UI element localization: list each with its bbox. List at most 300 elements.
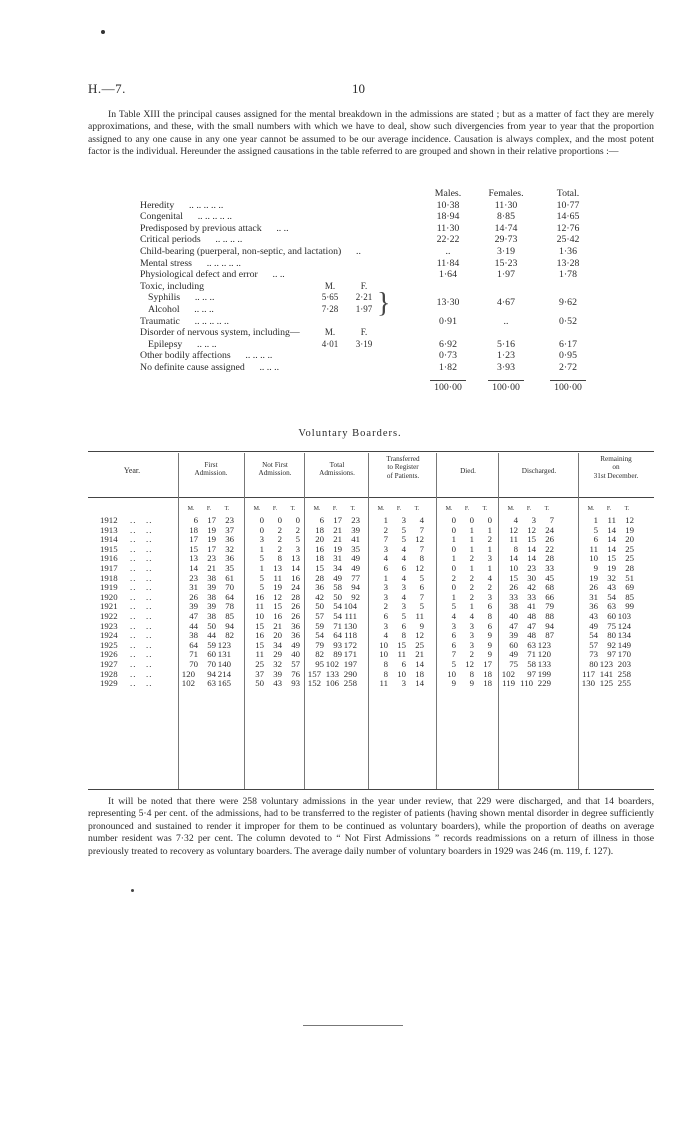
value-cell: 88	[545, 611, 554, 621]
value-cell: 10	[447, 668, 456, 679]
value-cell: 17	[207, 515, 216, 525]
value-cell: 64	[333, 630, 342, 641]
value-cell: 11	[607, 515, 616, 525]
value-cell: 43	[273, 678, 282, 689]
cause-row-toxic	[140, 281, 580, 293]
males-value: 0·73	[439, 350, 457, 362]
value-cell: 36	[291, 630, 300, 641]
value-cell: 214	[217, 668, 231, 679]
value-cell: 45	[545, 572, 554, 583]
leader-dots: .. ..	[130, 630, 153, 641]
value-cell: 54	[333, 611, 342, 621]
value-cell: 36	[225, 534, 234, 545]
sum-rules	[140, 374, 580, 382]
value-cell: 12	[465, 659, 474, 669]
value-cell: 10	[379, 649, 388, 660]
value-cell: 35	[225, 563, 234, 573]
value-cell: 123	[537, 639, 551, 650]
value-cell: 3	[401, 515, 406, 525]
value-cell: 26	[509, 582, 518, 593]
value-cell: 1	[593, 515, 598, 525]
value-cell: 5	[259, 553, 264, 564]
value-cell: 23	[351, 515, 360, 525]
leader-dots: .. ..	[130, 601, 153, 612]
leader-dots: .. ..	[130, 572, 153, 583]
value-cell: 54	[315, 630, 324, 641]
value-cell: 34	[273, 639, 282, 650]
value-cell: 2	[277, 524, 282, 535]
value-cell: 15	[509, 572, 518, 583]
value-cell: 12	[273, 591, 282, 602]
value-cell: 15	[527, 534, 536, 545]
value-cell: 2	[383, 524, 388, 535]
value-cell: 170	[617, 649, 631, 660]
group-header-line: Total	[329, 461, 345, 469]
value-cell: 12	[415, 630, 424, 641]
value-cell: 197	[343, 659, 357, 669]
value-cell: 24	[545, 524, 554, 535]
leader-dots: .. ..	[130, 639, 153, 650]
sub-header: F.	[206, 506, 212, 512]
value-cell: 44	[207, 630, 216, 641]
value-cell: 10	[589, 553, 598, 564]
causes-table	[140, 188, 580, 393]
value-cell: 290	[343, 668, 357, 679]
value-cell: 15	[255, 639, 264, 650]
value-cell: 10	[397, 668, 406, 679]
value-cell: 18	[483, 678, 492, 689]
value-cell: 0	[487, 515, 492, 525]
value-cell: 102	[181, 678, 195, 689]
group-header-line: on	[612, 463, 620, 472]
ink-speck	[131, 889, 134, 892]
value-cell: 15	[273, 601, 282, 612]
value-cell: 3	[469, 639, 474, 650]
value-cell: 130	[343, 620, 357, 631]
value-cell: 5	[401, 611, 406, 621]
value-cell: 26	[189, 591, 198, 602]
toxic-total: 9·62	[559, 297, 577, 309]
value-cell: 6	[419, 582, 424, 593]
value-cell: 32	[273, 659, 282, 669]
value-cell: 93	[291, 678, 300, 689]
value-cell: 1	[259, 563, 264, 573]
value-cell: 28	[545, 553, 554, 564]
value-cell: 50	[207, 620, 216, 631]
value-cell: 60	[607, 611, 616, 621]
syphilis-f: 2·21	[355, 292, 373, 303]
value-cell: 6	[383, 563, 388, 573]
value-cell: 19	[273, 582, 282, 593]
value-cell: 6	[401, 659, 406, 669]
year-cell: 1927	[100, 659, 118, 669]
value-cell: 157	[307, 668, 321, 679]
toxic-females: 4·67	[497, 297, 515, 309]
value-cell: 39	[207, 582, 216, 593]
value-cell: 9	[593, 563, 598, 573]
value-cell: 60	[509, 639, 518, 650]
cause-row	[140, 258, 580, 270]
value-cell: 8	[419, 553, 424, 564]
table-row	[88, 660, 654, 669]
value-cell: 0	[277, 515, 282, 525]
value-cell: 0	[469, 515, 474, 525]
value-cell: 14	[509, 553, 518, 564]
cause-label: No definite cause assigned .. .. ..	[140, 361, 280, 373]
nervous-total: 6·17	[559, 338, 577, 350]
value-cell: 7	[549, 515, 554, 525]
value-cell: 8	[383, 668, 388, 679]
value-cell: 106	[325, 678, 339, 689]
total-value: 25·42	[556, 234, 580, 246]
value-cell: 7	[419, 543, 424, 554]
cause-label: Syphilis .. .. ..	[148, 292, 215, 304]
value-cell: 3	[487, 553, 492, 564]
cause-label: Alcohol .. .. ..	[148, 303, 214, 315]
value-cell: 9	[419, 620, 424, 631]
value-cell: 41	[527, 601, 536, 612]
year-cell: 1922	[100, 611, 118, 621]
causes-header-row	[140, 188, 580, 200]
value-cell: 43	[589, 611, 598, 621]
year-cell: 1929	[100, 678, 118, 689]
sub-header: F.	[464, 506, 470, 512]
value-cell: 1	[469, 543, 474, 554]
value-cell: 47	[527, 620, 536, 631]
group-header-line: Not First	[262, 461, 288, 469]
total-value: 12·76	[556, 222, 580, 234]
value-cell: 82	[315, 649, 324, 660]
value-cell: 87	[545, 630, 554, 641]
value-cell: 14	[527, 543, 536, 554]
value-cell: 19	[607, 563, 616, 573]
value-cell: 12	[625, 515, 634, 525]
cause-label: Epilepsy .. .. ..	[148, 338, 217, 350]
value-cell: 0	[451, 524, 456, 535]
table-row	[88, 535, 654, 544]
intro-paragraph	[88, 109, 654, 159]
total-value: 0·95	[559, 350, 577, 362]
value-cell: 14	[291, 563, 300, 573]
value-cell: 60	[207, 649, 216, 660]
value-cell: 12	[527, 524, 536, 535]
value-cell: 11	[397, 649, 406, 660]
value-cell: 14	[527, 553, 536, 564]
value-cell: 73	[589, 649, 598, 660]
total-value: 1·36	[559, 245, 577, 257]
value-cell: 110	[520, 678, 533, 689]
value-cell: 97	[527, 668, 536, 679]
value-cell: 94	[225, 620, 234, 631]
value-cell: 258	[617, 668, 631, 679]
value-cell: 3	[383, 620, 388, 631]
value-cell: 75	[607, 620, 616, 631]
value-cell: 111	[344, 611, 357, 621]
value-cell: 94	[207, 668, 216, 679]
value-cell: 82	[225, 630, 234, 641]
value-cell: 3	[531, 515, 536, 525]
value-cell: 70	[225, 582, 234, 593]
value-cell: 35	[351, 543, 360, 554]
value-cell: 7	[383, 534, 388, 545]
value-cell: 149	[617, 639, 631, 650]
sub-header: F.	[396, 506, 402, 512]
value-cell: 118	[344, 630, 357, 641]
group-header-line: First	[204, 461, 218, 469]
value-cell: 15	[189, 543, 198, 554]
value-cell: 4	[383, 630, 388, 641]
value-cell: 15	[607, 553, 616, 564]
total-females: 100·00	[492, 381, 520, 393]
sub-header: T.	[482, 506, 488, 512]
value-cell: 54	[333, 601, 342, 612]
table-row	[88, 641, 654, 650]
value-cell: 28	[291, 591, 300, 602]
value-cell: 1	[383, 515, 388, 525]
traumatic-total: 0·52	[559, 315, 577, 327]
value-cell: 133	[537, 659, 551, 669]
value-cell: 3	[469, 630, 474, 641]
value-cell: 36	[225, 553, 234, 564]
group-header	[500, 467, 578, 475]
value-cell: 50	[255, 678, 264, 689]
value-cell: 63	[607, 601, 616, 612]
value-cell: 18	[415, 668, 424, 679]
value-cell: 57	[315, 611, 324, 621]
value-cell: 2	[469, 591, 474, 602]
leader-dots: .. ..	[130, 668, 153, 679]
females-value: 14·74	[494, 222, 518, 234]
col-total: Total.	[556, 188, 580, 199]
value-cell: 6	[451, 639, 456, 650]
females-value: 3·93	[497, 361, 515, 373]
value-cell: 15	[315, 563, 324, 573]
value-cell: 93	[333, 639, 342, 650]
value-cell: 64	[225, 591, 234, 602]
value-cell: 19	[207, 524, 216, 535]
value-cell: 2	[277, 534, 282, 545]
total-value: 10·77	[556, 199, 580, 211]
value-cell: 71	[333, 620, 342, 631]
value-cell: 23	[225, 515, 234, 525]
value-cell: 9	[487, 639, 492, 650]
value-cell: 89	[333, 649, 342, 660]
value-cell: 18	[483, 668, 492, 679]
group-header-line: to Register	[387, 463, 419, 472]
epilepsy-m: 4·01	[321, 338, 339, 349]
value-cell: 102	[325, 659, 339, 669]
value-cell: 6	[383, 611, 388, 621]
year-cell: 1912	[100, 515, 118, 525]
leader-dots: .. ..	[130, 524, 153, 535]
value-cell: 199	[537, 668, 551, 679]
value-cell: 18	[189, 524, 198, 535]
value-cell: 17	[333, 515, 342, 525]
value-cell: 11	[255, 601, 264, 612]
value-cell: 28	[625, 563, 634, 573]
value-cell: 16	[291, 572, 300, 583]
cause-label: Predisposed by previous attack .. ..	[140, 222, 289, 234]
value-cell: 85	[225, 611, 234, 621]
value-cell: 14	[607, 543, 616, 554]
value-cell: 32	[607, 572, 616, 583]
report-reference: H.—7.	[88, 81, 126, 96]
value-cell: 30	[527, 572, 536, 583]
value-cell: 49	[291, 639, 300, 650]
value-cell: 26	[291, 601, 300, 612]
value-cell: 1	[487, 563, 492, 573]
closing-paragraph	[88, 796, 654, 858]
value-cell: 26	[545, 534, 554, 545]
value-cell: 10	[379, 639, 388, 650]
value-cell: 20	[315, 534, 324, 545]
value-cell: 14	[415, 678, 424, 689]
value-cell: 16	[273, 611, 282, 621]
value-cell: 19	[333, 543, 342, 554]
group-header-line: Admission.	[194, 469, 228, 478]
value-cell: 8	[513, 543, 518, 554]
value-cell: 14	[415, 659, 424, 669]
value-cell: 141	[599, 668, 613, 679]
value-cell: 20	[273, 630, 282, 641]
col-males: Males.	[434, 188, 462, 199]
value-cell: 17	[483, 659, 492, 669]
sub-header: T.	[624, 506, 630, 512]
value-cell: 33	[527, 591, 536, 602]
value-cell: 77	[351, 572, 360, 583]
sub-header: F.	[526, 506, 532, 512]
value-cell: 2	[469, 572, 474, 583]
group-header-line: Died.	[460, 467, 476, 475]
value-cell: 38	[207, 611, 216, 621]
year-cell: 1926	[100, 649, 118, 660]
value-cell: 22	[545, 543, 554, 554]
value-cell: 17	[207, 543, 216, 554]
cause-label: Mental stress .. .. .. .. ..	[140, 257, 241, 269]
value-cell: 48	[527, 630, 536, 641]
value-cell: 80	[589, 659, 598, 669]
value-cell: 76	[291, 668, 300, 679]
value-cell: 29	[273, 649, 282, 660]
value-cell: 9	[469, 678, 474, 689]
value-cell: 1	[451, 591, 456, 602]
value-cell: 5	[451, 659, 456, 669]
value-cell: 19	[625, 524, 634, 535]
value-cell: 2	[487, 582, 492, 593]
value-cell: 134	[617, 630, 631, 641]
cause-row	[140, 200, 580, 212]
value-cell: 41	[351, 534, 360, 545]
value-cell: 4	[419, 515, 424, 525]
females-value: 15·23	[494, 257, 518, 269]
value-cell: 37	[225, 524, 234, 535]
value-cell: 6	[487, 601, 492, 612]
value-cell: 6	[593, 534, 598, 545]
leader-dots: .. ..	[130, 649, 153, 660]
value-cell: 3	[383, 582, 388, 593]
value-cell: 3	[259, 534, 264, 545]
value-cell: 5	[259, 572, 264, 583]
value-cell: 59	[207, 639, 216, 650]
value-cell: 3	[295, 543, 300, 554]
value-cell: 71	[189, 649, 198, 660]
sub-header: M.	[187, 506, 195, 512]
leader-dots: .. ..	[130, 678, 153, 689]
brace: }	[377, 288, 391, 320]
value-cell: 5	[593, 524, 598, 535]
value-cell: 19	[207, 534, 216, 545]
value-cell: 36	[315, 582, 324, 593]
value-cell: 1	[383, 572, 388, 583]
table-row	[88, 631, 654, 640]
value-cell: 28	[315, 572, 324, 583]
value-cell: 33	[509, 591, 518, 602]
leader-dots: .. ..	[130, 591, 153, 602]
year-cell: 1921	[100, 601, 118, 612]
leader-dots: .. ..	[130, 534, 153, 545]
value-cell: 10	[255, 611, 264, 621]
value-cell: 3	[383, 543, 388, 554]
value-cell: 6	[487, 620, 492, 631]
value-cell: 66	[545, 591, 554, 602]
leader-dots: .. ..	[130, 582, 153, 593]
value-cell: 4	[487, 572, 492, 583]
total-value: 14·65	[556, 211, 580, 223]
value-cell: 21	[333, 524, 342, 535]
group-header	[306, 461, 368, 478]
females-value: 1·97	[497, 269, 515, 281]
value-cell: 63	[527, 639, 536, 650]
traumatic-females: ..	[503, 315, 509, 327]
value-cell: 1	[259, 543, 264, 554]
value-cell: 0	[451, 582, 456, 593]
year-cell: 1913	[100, 524, 118, 535]
males-value: ..	[445, 245, 451, 257]
value-cell: 25	[255, 659, 264, 669]
value-cell: 19	[589, 572, 598, 583]
leader-dots: .. ..	[130, 620, 153, 631]
sub-header: T.	[544, 506, 550, 512]
value-cell: 59	[315, 620, 324, 631]
table-header-rule	[88, 497, 654, 498]
cause-label: Disorder of nervous system, including—	[140, 327, 300, 339]
value-cell: 71	[527, 649, 536, 660]
sub-m: M.	[324, 327, 336, 338]
value-cell: 0	[295, 515, 300, 525]
value-cell: 6	[319, 515, 324, 525]
col-year: Year.	[123, 466, 141, 475]
value-cell: 120	[181, 668, 195, 679]
value-cell: 18	[315, 553, 324, 564]
leader-dots: .. ..	[130, 543, 153, 554]
value-cell: 9	[487, 649, 492, 660]
end-rule	[303, 1025, 403, 1026]
group-header-line: Admissions.	[319, 469, 355, 478]
sub-header: M.	[377, 506, 385, 512]
value-cell: 50	[315, 601, 324, 612]
value-cell: 11	[589, 543, 598, 554]
value-cell: 34	[333, 563, 342, 573]
value-cell: 4	[401, 572, 406, 583]
year-cell: 1923	[100, 620, 118, 631]
value-cell: 130	[581, 678, 595, 689]
sub-header: T.	[350, 506, 356, 512]
value-cell: 36	[291, 620, 300, 631]
cause-row-nervous	[140, 327, 580, 339]
sub-header: T.	[290, 506, 296, 512]
value-cell: 38	[509, 601, 518, 612]
value-cell: 64	[189, 639, 198, 650]
